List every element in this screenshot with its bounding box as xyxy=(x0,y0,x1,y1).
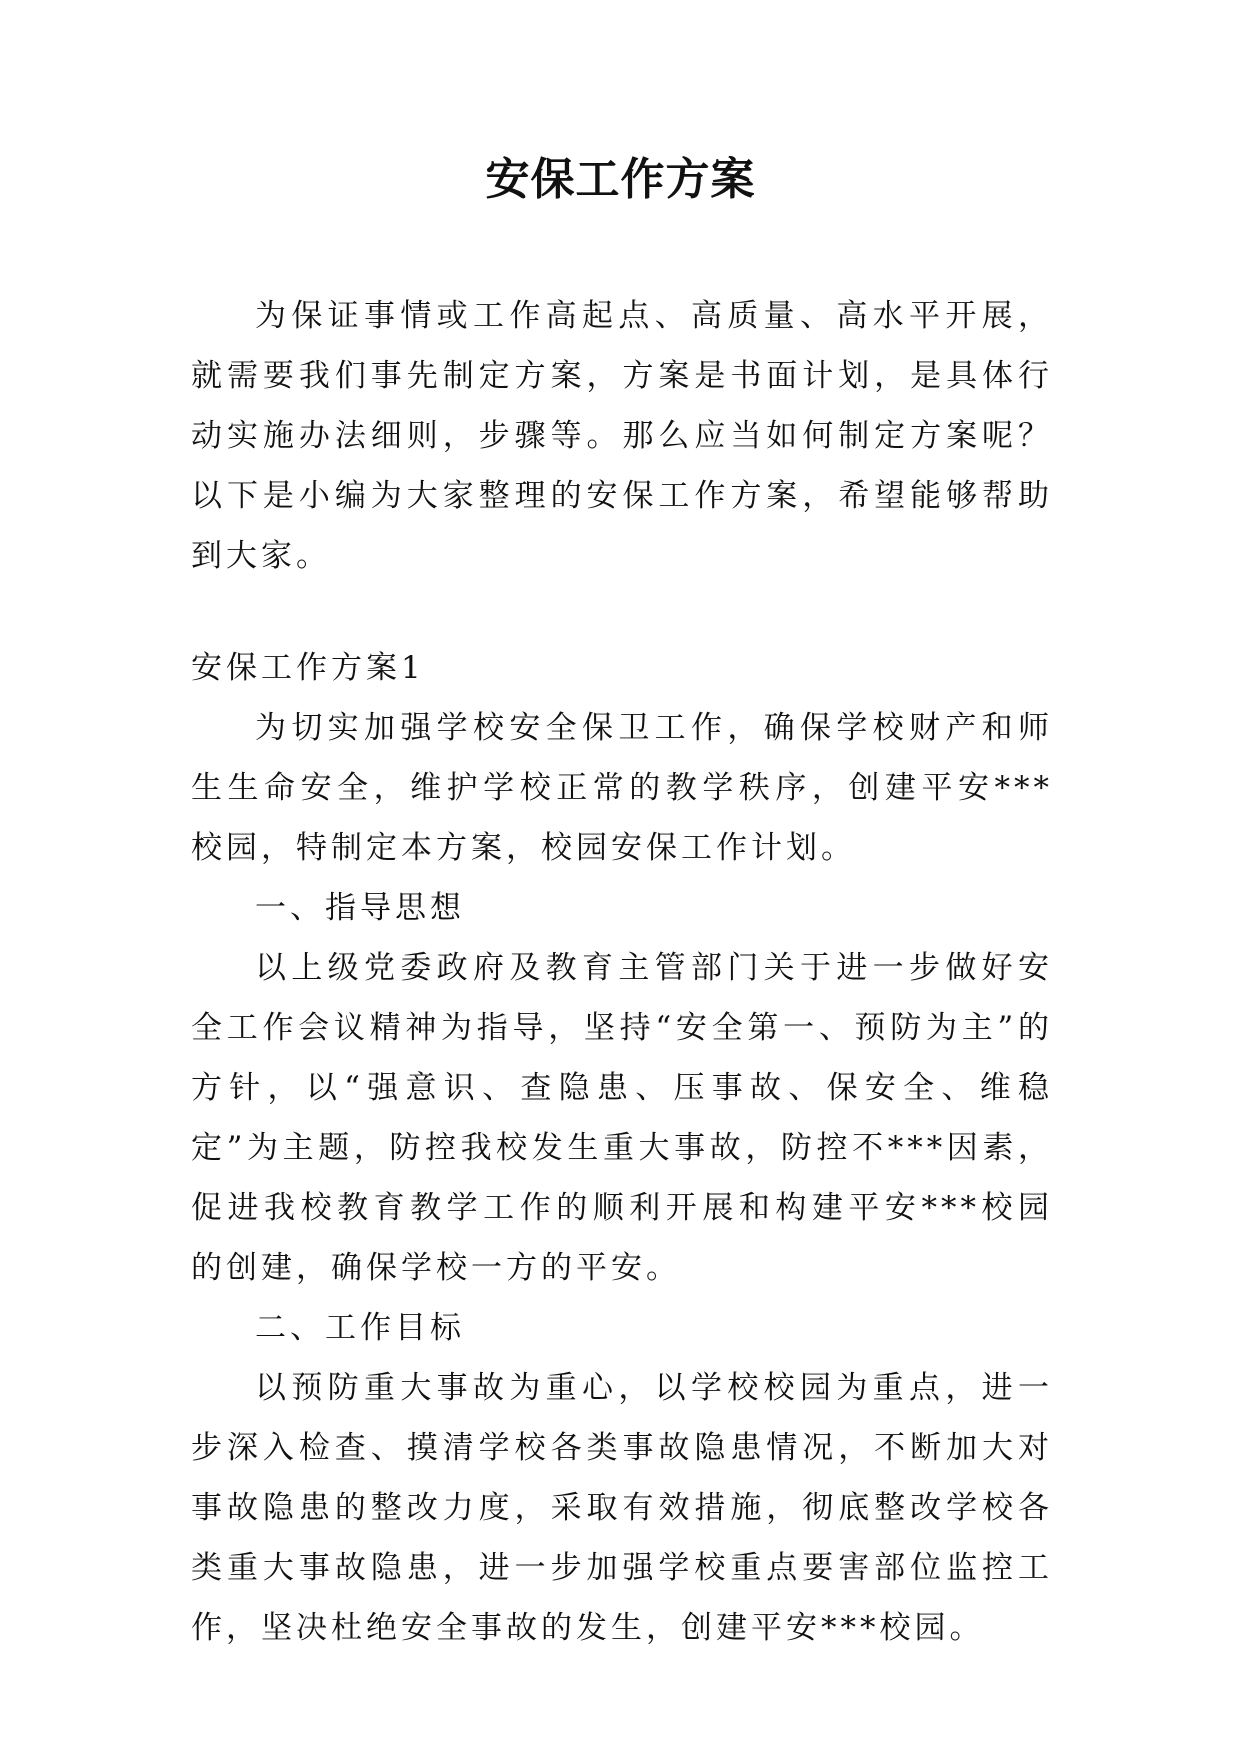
intro-paragraph: 为保证事情或工作高起点、高质量、高水平开展，就需要我们事先制定方案，方案是书面计划，是具体行动实施办法细则，步骤等。那么应当如何制定方案呢？以下是小编为大家整理的安保工作方案，希望能够帮助到大家。 xyxy=(191,298,1053,574)
section-heading: 安保工作方案1 xyxy=(191,650,425,686)
section-paragraph: 为切实加强学校安全保卫工作，确保学校财产和师生生命安全，维护学校正常的教学秩序，创建平安***校园，特制定本方案，校园安保工作计划。 xyxy=(191,710,1053,866)
document-title: 安保工作方案 xyxy=(485,154,756,205)
guiding-ideology-text: 以上级党委政府及教育主管部门关于进一步做好安全工作会议精神为指导，坚持“安全第一、预防为主”的方针，以“强意识、查隐患、压事故、保安全、维稳定”为主题，防控我校发生重大事故，防控不***因素，促进我校教育教学工作的顺利开展和构建平安***校园的创建，确保学校一方的平安。 xyxy=(191,950,1053,1286)
work-goals-text: 以预防重大事故为重心，以学校校园为重点，进一步深入检查、摸清学校各类事故隐患情况，不断加大对事故隐患的整改力度，采取有效措施，彻底整改学校各类重大事故隐患，进一步加强学校重点要害部位监控工作，坚决杜绝安全事故的发生，创建平安***校园。 xyxy=(191,1370,1053,1646)
work-goals-heading: 二、工作目标 xyxy=(255,1310,465,1346)
guiding-ideology-heading: 一、指导思想 xyxy=(255,890,465,926)
document-body xyxy=(191,286,1053,1658)
